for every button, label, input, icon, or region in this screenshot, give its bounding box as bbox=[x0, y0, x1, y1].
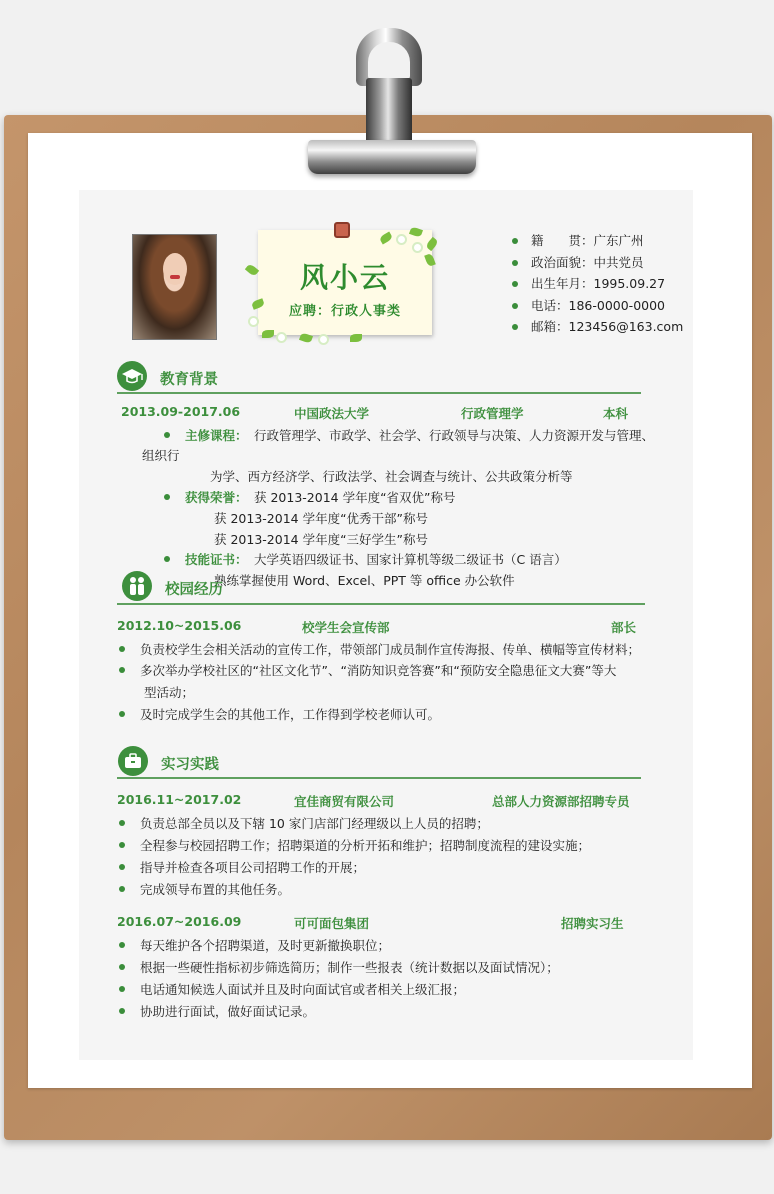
campus-item-cont: 型活动； bbox=[144, 685, 195, 700]
info-hometown: 籍 贯：广东广州 bbox=[512, 230, 683, 252]
job-item: 负责总部全员以及下辖 10 家门店部门经理级以上人员的招聘； bbox=[118, 814, 489, 832]
skills-label-text: 技能证书： bbox=[185, 552, 248, 567]
skills-line-2: 熟练掌握使用 Word、Excel、PPT 等 office 办公软件 bbox=[214, 573, 515, 588]
courses-line-1: 行政管理学、市政学、社会学、行政领导与决策、人力资源开发与管理、 bbox=[254, 428, 655, 443]
campus-item: 多次举办学校社区的“社区文化节”、“消防知识竞答赛”和“预防安全隐患征文大赛”等大 bbox=[118, 661, 616, 679]
skills-label bbox=[163, 550, 248, 568]
leaf-icon bbox=[262, 330, 274, 338]
honor-item: 获 2013-2014 学年度“优秀干部”称号 bbox=[214, 511, 429, 526]
campus-org: 校学生会宣传部 bbox=[302, 620, 390, 635]
courses-label-text: 主修课程： bbox=[185, 428, 248, 443]
leaf-icon bbox=[350, 334, 362, 342]
job-role: 招聘实习生 bbox=[561, 916, 624, 931]
briefcase-icon bbox=[118, 746, 148, 776]
info-political: 政治面貌：中共党员 bbox=[512, 252, 683, 274]
people-icon bbox=[122, 571, 152, 601]
binder-clip-neck bbox=[366, 78, 412, 144]
skills-line-1: 大学英语四级证书、国家计算机等级二级证书（C 语言） bbox=[254, 552, 567, 567]
photo-lips bbox=[170, 275, 180, 279]
apply-position: 应聘：行政人事类 bbox=[288, 304, 401, 319]
courses-label bbox=[163, 426, 248, 444]
honors-label-text: 获得荣誉： bbox=[185, 490, 248, 505]
job-item: 协助进行面试，做好面试记录。 bbox=[118, 1002, 315, 1020]
section-title-education: 教育背景 bbox=[160, 372, 218, 388]
edu-major: 行政管理学 bbox=[461, 406, 524, 421]
flower-icon bbox=[320, 336, 327, 343]
job-date: 2016.07~2016.09 bbox=[117, 914, 242, 929]
profile-photo bbox=[132, 234, 217, 340]
job-role: 总部人力资源部招聘专员 bbox=[492, 794, 630, 809]
edu-date: 2013.09-2017.06 bbox=[121, 404, 241, 419]
section-title-campus: 校园经历 bbox=[165, 582, 223, 598]
courses-line-2: 组织行 bbox=[142, 448, 180, 463]
job-item: 指导并检查各项目公司招聘工作的开展； bbox=[118, 858, 365, 876]
section-divider bbox=[117, 603, 645, 605]
info-phone: 电话：186-0000-0000 bbox=[512, 295, 683, 317]
job-item: 完成领导布置的其他任务。 bbox=[118, 880, 290, 898]
edu-degree: 本科 bbox=[603, 406, 629, 421]
flower-icon bbox=[398, 236, 405, 243]
campus-date: 2012.10~2015.06 bbox=[117, 618, 242, 633]
binder-clip-base bbox=[308, 140, 476, 174]
campus-item: 及时完成学生会的其他工作，工作得到学校老师认可。 bbox=[118, 705, 440, 723]
section-title-internship: 实习实践 bbox=[161, 757, 219, 773]
job-date: 2016.11~2017.02 bbox=[117, 792, 242, 807]
flower-icon bbox=[278, 334, 285, 341]
job-item: 电话通知候选人面试并且及时向面试官或者相关上级汇报； bbox=[118, 980, 465, 998]
info-birth: 出生年月：1995.09.27 bbox=[512, 273, 683, 295]
edu-school: 中国政法大学 bbox=[294, 406, 370, 421]
info-email: 邮箱：123456@163.com bbox=[512, 316, 683, 338]
section-divider bbox=[117, 777, 641, 779]
courses-line-3: 为学、西方经济学、行政法学、社会调查与统计、公共政策分析等 bbox=[210, 469, 573, 484]
campus-role: 部长 bbox=[611, 620, 637, 635]
flower-icon bbox=[414, 244, 421, 251]
job-item: 全程参与校园招聘工作；招聘渠道的分析开拓和维护；招聘制度流程的建设实施； bbox=[118, 836, 590, 854]
section-divider bbox=[117, 392, 641, 394]
honor-item: 获 2013-2014 学年度“三好学生”称号 bbox=[214, 532, 429, 547]
personal-info bbox=[512, 230, 683, 338]
honors-label bbox=[163, 488, 248, 506]
photo-face bbox=[163, 253, 187, 285]
candidate-name: 风小云 bbox=[299, 261, 390, 294]
flower-icon bbox=[250, 318, 257, 325]
pin-icon bbox=[334, 222, 350, 238]
graduation-cap-icon bbox=[117, 361, 147, 391]
honor-item: 获 2013-2014 学年度“省双优”称号 bbox=[254, 490, 456, 505]
job-item: 每天维护各个招聘渠道，及时更新撤换职位； bbox=[118, 936, 390, 954]
campus-item: 负责校学生会相关活动的宣传工作，带领部门成员制作宣传海报、传单、横幅等宣传材料； bbox=[118, 640, 640, 658]
job-company: 宜佳商贸有限公司 bbox=[294, 794, 395, 809]
job-item: 根据一些硬性指标初步筛选简历；制作一些报表（统计数据以及面试情况）； bbox=[118, 958, 559, 976]
job-company: 可可面包集团 bbox=[294, 916, 370, 931]
